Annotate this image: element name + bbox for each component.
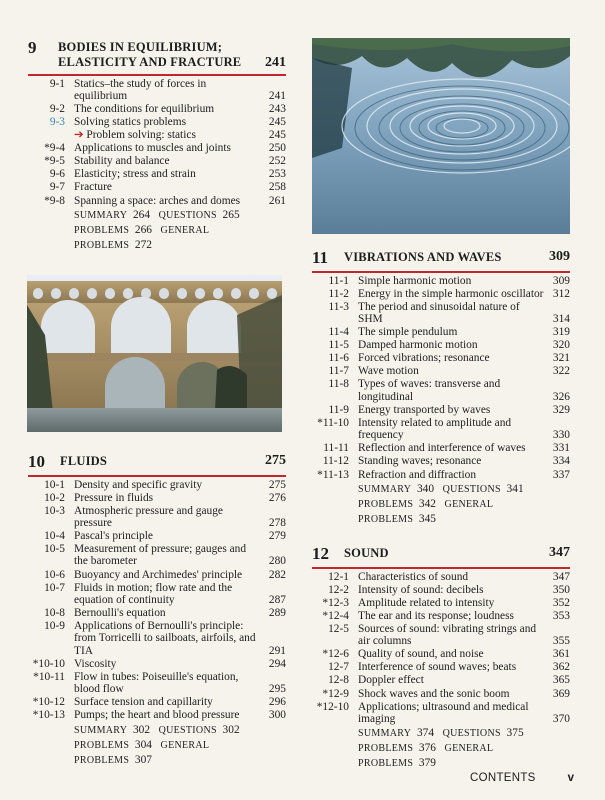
- toc-entry-problem-solving[interactable]: ➔ Problem solving: statics 245: [74, 129, 286, 142]
- chapter-12-title: SOUND: [344, 546, 389, 560]
- toc-entry[interactable]: 12-8 Doppler effect 365: [328, 674, 570, 687]
- toc-entry[interactable]: *10-12 Surface tension and capillarity 296: [32, 696, 286, 709]
- toc-entry[interactable]: *9-8 Spanning a space: arches and domes 261: [44, 194, 286, 207]
- toc-entry[interactable]: *9-5 Stability and balance 252: [44, 155, 286, 168]
- toc-entry[interactable]: 10-7 Fluids in motion; flow rate and the equation of continuity 287: [44, 581, 286, 606]
- toc-entry[interactable]: 12-7 Interference of sound waves; beats 362: [328, 661, 570, 674]
- toc-entry[interactable]: *12-4 The ear and its response; loudness 353: [322, 609, 570, 622]
- toc-entry[interactable]: 11-1 Simple harmonic motion 309: [328, 274, 570, 287]
- aqueduct-image: [27, 275, 282, 432]
- toc-entry[interactable]: 12-1 Characteristics of sound 347: [328, 570, 570, 583]
- toc-entry[interactable]: 10-6 Buoyancy and Archimedes' principle 282: [44, 568, 286, 581]
- toc-entry[interactable]: 12-2 Intensity of sound: decibels 350: [328, 583, 570, 596]
- toc-entry[interactable]: *12-3 Amplitude related to intensity 352: [322, 596, 570, 609]
- toc-entry[interactable]: 10-2 Pressure in fluids 276: [44, 491, 286, 504]
- toc-entry[interactable]: 11-7 Wave motion 322: [328, 365, 570, 378]
- toc-entry[interactable]: *10-11 Flow in tubes: Poiseuille's equation, blood flow 295: [33, 670, 286, 696]
- chapter-11-page: 309: [549, 249, 570, 264]
- toc-entry[interactable]: *11-13 Refraction and diffraction 337: [317, 468, 570, 481]
- chapter-9-summary-line: SUMMARY 264 QUESTIONS 265 PROBLEMS 266 GENERAL PROBLEMS 272: [74, 208, 240, 251]
- ripple-image: [312, 38, 570, 234]
- chapter-divider: [28, 475, 286, 477]
- toc-entry[interactable]: 9-6 Elasticity; stress and strain 253: [49, 168, 286, 181]
- chapter-11-title: VIBRATIONS AND WAVES: [344, 250, 502, 264]
- chapter-11-summary-line: SUMMARY 340 QUESTIONS 341 PROBLEMS 342 GENERAL PROBLEMS 345: [358, 482, 524, 525]
- chapter-9-number: 9: [28, 38, 37, 57]
- toc-entry[interactable]: *9-4 Applications to muscles and joints 250: [44, 142, 286, 155]
- chapter-9-section: [28, 38, 286, 253]
- chapter-9-heading: [28, 38, 286, 71]
- chapter-10-section: [28, 452, 286, 768]
- toc-entry[interactable]: *10-13 Pumps; the heart and blood pressure 300: [32, 709, 286, 722]
- chapter-12-summary-line: SUMMARY 374 QUESTIONS 375 PROBLEMS 376 GENERAL PROBLEMS 379: [358, 727, 524, 770]
- toc-entry[interactable]: 10-8 Bernoulli's equation 289: [44, 607, 286, 620]
- toc-entry[interactable]: *12-9 Shock waves and the sonic boom 369: [322, 687, 570, 700]
- toc-entry[interactable]: 11-12 Standing waves; resonance 334: [322, 455, 570, 468]
- footer-label: CONTENTS: [470, 772, 536, 784]
- toc-entry[interactable]: 10-3 Atmospheric pressure and gauge pressure 278: [44, 504, 286, 529]
- toc-entry[interactable]: 11-9 Energy transported by waves 329: [328, 403, 570, 416]
- chapter-10-number: 10: [28, 452, 45, 471]
- toc-entry[interactable]: 10-9 Applications of Bernoulli's principle: from Torricelli to sailboats, airfoils, and TIA 291: [44, 620, 286, 657]
- toc-entry[interactable]: *12-6 Quality of sound, and noise 361: [322, 648, 570, 661]
- water-ripple-photo: [312, 38, 570, 234]
- toc-entry[interactable]: 11-8 Types of waves: transverse and longitudinal 326: [328, 378, 570, 403]
- chapter-12-number: 12: [312, 544, 329, 563]
- chapter-9-title: BODIES IN EQUILIBRIUM; ELASTICITY AND FRACTURE: [58, 40, 242, 69]
- toc-entry[interactable]: 10-1 Density and specific gravity 275: [44, 478, 286, 491]
- toc-entry[interactable]: *12-10 Applications; ultrasound and medical imaging 370: [316, 700, 570, 725]
- footer-page-number: v: [567, 772, 574, 784]
- toc-entry[interactable]: 11-3 The period and sinusoidal nature of SHM 314: [328, 300, 570, 325]
- toc-entry[interactable]: 12-5 Sources of sound: vibrating strings and air columns 355: [328, 622, 570, 648]
- chapter-divider: [312, 271, 570, 273]
- toc-entry[interactable]: 10-4 Pascal's principle 279: [44, 530, 286, 543]
- toc-entry[interactable]: 11-2 Energy in the simple harmonic oscillator 312: [328, 287, 570, 300]
- toc-entry[interactable]: 9-3 Solving statics problems 245: [49, 115, 286, 128]
- page-footer: [470, 772, 574, 784]
- chapter-11-section: [312, 248, 570, 527]
- chapter-divider: [28, 74, 286, 76]
- chapter-10-title: FLUIDS: [60, 454, 108, 468]
- problem-solving-arrow-icon: ➔: [74, 129, 84, 142]
- chapter-9-page: 241: [265, 55, 286, 70]
- toc-entry[interactable]: 9-7 Fracture 258: [49, 181, 286, 194]
- toc-entry[interactable]: 11-6 Forced vibrations; resonance 321: [328, 352, 570, 365]
- toc-entry[interactable]: 11-4 The simple pendulum 319: [328, 326, 570, 339]
- chapter-divider: [312, 567, 570, 569]
- chapter-12-heading: [312, 544, 570, 564]
- chapter-10-summary-line: SUMMARY 302 QUESTIONS 302 PROBLEMS 304 GENERAL PROBLEMS 307: [74, 723, 240, 766]
- toc-entry[interactable]: *11-10 Intensity related to amplitude and frequency 330: [317, 416, 570, 442]
- chapter-12-page: 347: [549, 545, 570, 560]
- chapter-11-number: 11: [312, 248, 329, 267]
- chapter-10-page: 275: [265, 453, 286, 468]
- toc-entry[interactable]: 9-2 The conditions for equilibrium 243: [49, 102, 286, 115]
- toc-entry[interactable]: 11-5 Damped harmonic motion 320: [328, 339, 570, 352]
- toc-entry[interactable]: 9-1 Statics–the study of forces in equilibrium 241: [49, 77, 286, 102]
- toc-entry[interactable]: 11-11 Reflection and interference of waves 331: [323, 442, 570, 455]
- chapter-11-heading: [312, 248, 570, 268]
- toc-entry[interactable]: *10-10 Viscosity 294: [32, 657, 286, 670]
- chapter-10-heading: [28, 452, 286, 472]
- chapter-12-section: [312, 544, 570, 771]
- toc-entry[interactable]: 10-5 Measurement of pressure; gauges and the barometer 280: [44, 543, 286, 568]
- aqueduct-photo: [27, 275, 282, 432]
